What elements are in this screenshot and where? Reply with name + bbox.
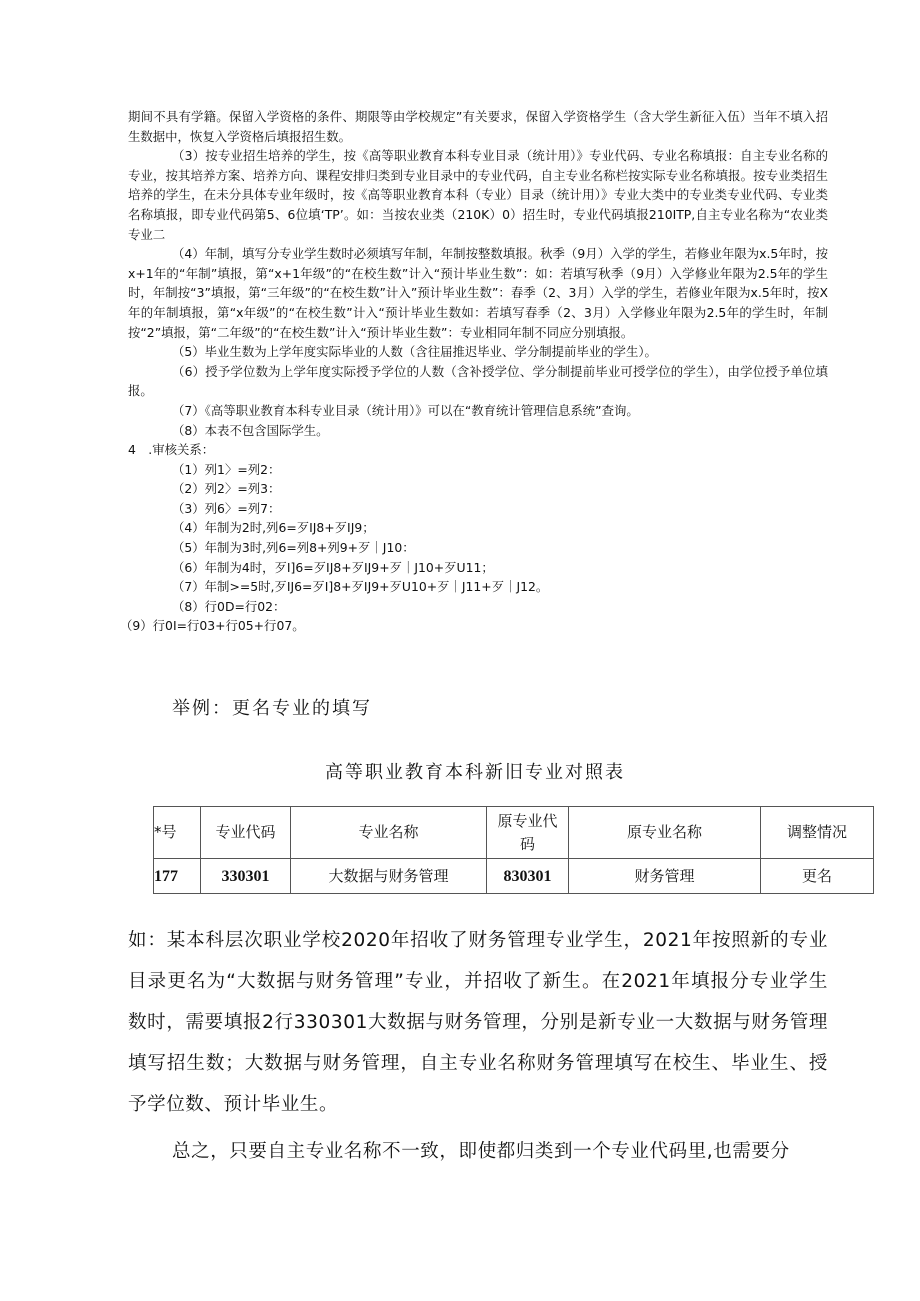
example-explanation <box>128 920 828 1172</box>
cell-code: 330301 <box>201 859 291 894</box>
audit-rule: （7）年制>=5时,歹IJ6=歹I]8+歹IJ9+歹U10+歹｜J11+歹｜J12。 <box>172 579 549 595</box>
header-cell: 原专业名称 <box>569 807 761 859</box>
paragraph: 如：某本科层次职业学校2020年招收了财务管理专业学生，2021年按照新的专业目录更名为“大数据与财务管理”专业，并招收了新生。在2021年填报分专业学生数时，需要填报2行330301大数据与财务管理，分别是新专业一大数据与财务管理填写招生数；大数据与财务管理，自主专业名称财务管理填写在校生、毕业生、授予学位数、预计毕业生。 <box>128 930 828 1115</box>
header-cell: 专业名称 <box>291 807 487 859</box>
audit-rule: （5）年制为3时,列6=列8+列9+歹｜J10： <box>172 540 415 556</box>
note-paragraph: （3）按专业招生培养的学生，按《高等职业教育本科专业目录（统计用）》专业代码、专业名称填报：自主专业名称的专业，按其培养方案、培养方向、课程安排归类到专业目录中的专业代码，自主专业名称栏按实际专业名称填报。按专业类招生培养的学生，在未分具体专业年级时，按《高等职业教育本科（专业）目录（统计用）》专业大类中的专业类专业代码、专业类名称填报，即专业代码第5、6位填‘TP’。如：当按农业类（210K）0）招生时，专业代码填报210ITP,自主专业名称为“农业类专业二 <box>128 148 828 242</box>
filling-notes <box>120 107 828 636</box>
audit-rule: （8）行0D=行02： <box>172 598 286 614</box>
audit-rule: （2）列2〉=列3： <box>172 481 281 497</box>
header-cell: 调整情况 <box>761 807 874 859</box>
note-paragraph: （8）本表不包含国际学生。 <box>172 422 329 438</box>
note-paragraph: （7）《高等职业教育本科专业目录（统计用）》可以在“教育统计管理信息系统”查询。 <box>172 402 639 418</box>
note-paragraph: （6）授予学位数为上学年度实际授予学位的人数（含补授学位、学分制提前毕业可授学位的学生），由学位授予单位填报。 <box>128 363 828 399</box>
table-row <box>154 859 874 894</box>
cell-old-code: 830301 <box>487 859 569 894</box>
audit-rule: （1）列1〉=列2： <box>172 461 281 477</box>
cell-seq: 177 <box>154 859 201 894</box>
major-mapping-table <box>153 806 874 894</box>
header-cell: 原专业代码 <box>487 807 569 859</box>
audit-rule: （4）年制为2时,列6=歹IJ8+歹IJ9； <box>172 520 375 536</box>
audit-title: 4 .审核关系： <box>128 442 215 458</box>
table-title: 高等职业教育本科新旧专业对照表 <box>325 762 625 783</box>
cell-name: 大数据与财务管理 <box>291 859 487 894</box>
note-paragraph: （5）毕业生数为上学年度实际毕业的人数（含往届推迟毕业、学分制提前毕业的学生）。 <box>172 344 657 360</box>
cell-old-name: 财务管理 <box>569 859 761 894</box>
header-cell: 专业代码 <box>201 807 291 859</box>
audit-rule: （3）列6〉=列7： <box>172 500 281 516</box>
paragraph: 总之，只要自主专业名称不一致，即使都归类到一个专业代码里,也需要分 <box>172 1141 790 1162</box>
cell-adjustment: 更名 <box>761 859 874 894</box>
header-cell: *号 <box>154 807 201 859</box>
audit-rule: （6）年制为4时，歹I]6=歹IJ8+歹IJ9+歹｜J10+歹U11； <box>172 559 494 575</box>
note-paragraph: （4）年制，填写分专业学生数时必须填写年制，年制按整数填报。秋季（9月）入学的学生，若修业年限为x.5年时，按x+1年的“年制”填报，第“x+1年级”的“在校生数”计入“预计毕业生数”：如：若填写秋季（9月）入学修业年限为2.5年的学生时，年制按“3”填报，第“三年级”的“在校生数”计入”预计毕业生数”：春季（2、3月）入学的学生，若修业年限为x.5年时，按X年的年制填报，第“x年级”的“在校生数”计入“预计毕业生数如：若填写春季（2、3月）入学修业年限为2.5年的学生时，年制按“2”填报，第“二年级”的“在校生数”计入“预计毕业生数”：专业相同年制不同应分别填报。 <box>128 246 828 340</box>
example-heading: 举例：更名专业的填写 <box>172 698 372 719</box>
table-header-row <box>154 807 874 859</box>
audit-rule: （9）行0I=行03+行05+行07。 <box>120 618 305 634</box>
note-paragraph: 期间不具有学籍。保留入学资格的条件、期限等由学校规定”有关要求，保留入学资格学生（含大学生新征入伍）当年不填入招生数据中，恢复入学资格后填报招生数。 <box>128 109 828 144</box>
